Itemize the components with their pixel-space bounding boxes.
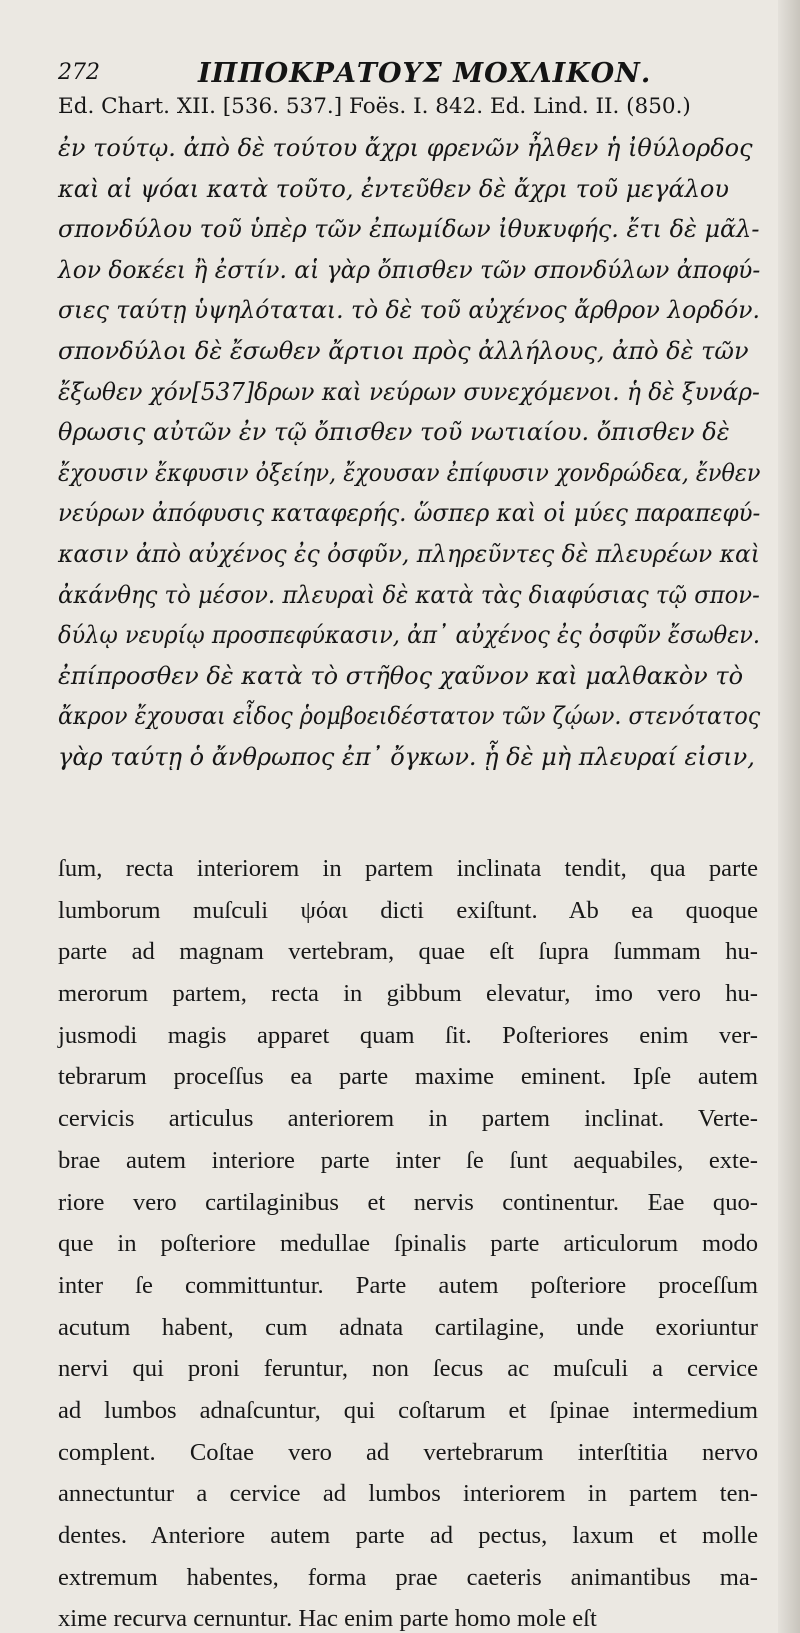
greek-line: νεύρων ἀπόφυσις καταφερής. ὥσπερ καὶ οἱ μύες παραπεφύ-	[58, 499, 761, 528]
latin-line: cervicis articulus anteriorem in partem inclinat. Verte-	[58, 1105, 758, 1133]
latin-line: inter ſe committuntur. Parte autem poſteriore proceſſum	[58, 1271, 758, 1299]
page-number: 272	[58, 60, 100, 85]
latin-line: ſum, recta interiorem in partem inclinata tendit, qua parte	[58, 855, 758, 882]
greek-line: κασιν ἀπὸ αὐχένος ἐς ὀσφῦν, πληρεῦντες δὲ πλευρέων καὶ	[58, 539, 760, 568]
greek-text	[58, 128, 760, 778]
latin-line: complent. Coſtae vero ad vertebrarum interſtitia nervo	[58, 1438, 758, 1466]
latin-line: acutum habent, cum adnata cartilagine, unde exoriuntur	[58, 1313, 758, 1341]
greek-line: θρωσις αὐτῶν ἐν τῷ ὄπισθεν τοῦ νωτιαίου. ὄπισθεν δὲ	[58, 418, 730, 447]
latin-line: nervi qui proni feruntur, non ſecus ac muſculi a cervice	[58, 1355, 758, 1383]
greek-line: σπονδύλοι δὲ ἔσωθεν ἄρτιοι πρὸς ἀλλήλους, ἀπὸ δὲ τῶν	[58, 336, 749, 365]
greek-line: ἄκρον ἔχουσαι εἶδος ῥομβοειδέστατον τῶν ζῴων. στενότατος	[58, 702, 761, 731]
latin-line: parte ad magnam vertebram, quae eſt ſupra ſummam hu-	[58, 938, 758, 966]
greek-line: ἀκάνθης τὸ μέσον. πλευραὶ δὲ κατὰ τὰς διαφύσιας τῷ σπον-	[58, 580, 760, 609]
greek-line: ἔξωθεν χόν[537]δρων καὶ νεύρων συνεχόμενοι. ἡ δὲ ξυνάρ-	[58, 377, 760, 406]
greek-line: ἔχουσιν ἔκφυσιν ὀξείην, ἔχουσαν ἐπίφυσιν χονδρώδεα, ἔνθεν	[58, 458, 761, 487]
latin-line: ad lumbos adnaſcuntur, qui coſtarum et ſpinae intermedium	[58, 1396, 758, 1424]
greek-line: γὰρ ταύτῃ ὁ ἄνθρωπος ἐπ᾽ ὄγκων. ᾗ δὲ μὴ πλευραί εἰσιν,	[58, 742, 755, 771]
latin-line: brae autem interiore parte inter ſe ſunt aequabiles, exte-	[58, 1146, 758, 1174]
latin-line: jusmodi magis apparet quam ſit. Poſteriores enim ver-	[58, 1021, 758, 1049]
edition-references: Ed. Chart. XII. [536. 537.] Foës. I. 842. Ed. Lind. II. (850.)	[58, 94, 691, 119]
latin-line: extremum habentes, forma prae caeteris animantibus ma-	[58, 1563, 758, 1591]
latin-line: annectuntur a cervice ad lumbos interiorem in partem ten-	[58, 1480, 758, 1508]
page-edge-shadow	[778, 0, 800, 1633]
latin-line: lumborum muſculi ψόαι dicti exiſtunt. Ab ea quoque	[58, 896, 758, 924]
running-title: ΙΠΠΟΚΡΑΤΟΥΣ ΜΟΧΛΙΚΟΝ.	[198, 58, 652, 89]
latin-line: xime recurva cernuntur. Hac enim parte homo mole eſt	[58, 1605, 597, 1633]
latin-translation	[58, 848, 758, 1633]
greek-line: σπονδύλου τοῦ ὑπὲρ τῶν ἐπωμίδων ἰθυκυφής. ἔτι δὲ μᾶλ-	[58, 215, 760, 244]
latin-line: dentes. Anteriore autem parte ad pectus, laxum et molle	[58, 1522, 758, 1549]
greek-line: σιες ταύτῃ ὑψηλόταται. τὸ δὲ τοῦ αὐχένος ἄρθρον λορδόν.	[58, 296, 760, 325]
latin-line: tebrarum proceſſus ea parte maxime eminent. Ipſe autem	[58, 1063, 758, 1091]
page-header	[58, 58, 758, 98]
greek-line: καὶ αἱ ψόαι κατὰ τοῦτο, ἐντεῦθεν δὲ ἄχρι τοῦ μεγάλου	[58, 174, 729, 203]
latin-line: riore vero cartilaginibus et nervis continentur. Eae quo-	[58, 1188, 758, 1216]
latin-line: que in poſteriore medullae ſpinalis parte articulorum modo	[58, 1230, 758, 1258]
greek-line: ἐπίπροσθεν δὲ κατὰ τὸ στῆθος χαῦνον καὶ μαλθακὸν τὸ	[58, 661, 744, 690]
greek-line: λον δοκέει ἢ ἐστίν. αἱ γὰρ ὄπισθεν τῶν σπονδύλων ἀποφύ-	[58, 255, 761, 284]
latin-line: merorum partem, recta in gibbum elevatur, imo vero hu-	[58, 980, 758, 1008]
greek-line: δύλῳ νευρίῳ προσπεφύκασιν, ἀπ᾽ αὐχένος ἐς ὀσφῦν ἔσωθεν.	[58, 621, 761, 650]
greek-line: ἐν τούτῳ. ἀπὸ δὲ τούτου ἄχρι φρενῶν ἦλθεν ἡ ἰθύλορδος	[58, 134, 753, 162]
